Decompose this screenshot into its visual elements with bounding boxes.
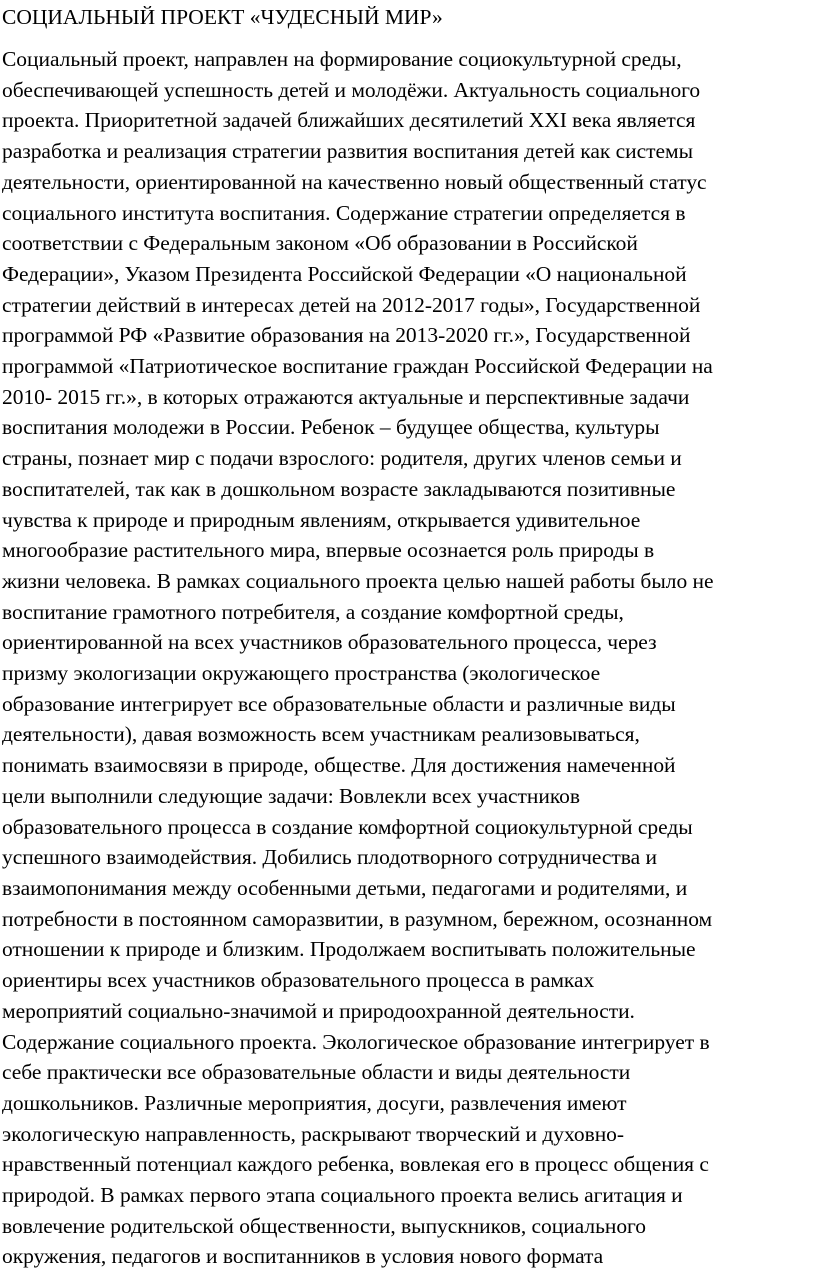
body-line: обеспечивающей успешность детей и молодёжи. Актуальность социального (2, 77, 701, 102)
body-line: призму экологизации окружающего пространства (экологическое (2, 661, 601, 686)
body-line: понимать взаимосвязи в природе, обществе. Для достижения намеченной (2, 753, 676, 778)
body-line: дошкольников. Различные мероприятия, досуги, развлечения имеют (2, 1090, 627, 1115)
body-line: природой. В рамках первого этапа социального проекта велись агитация и (2, 1183, 683, 1208)
body-line: страны, познает мир с подачи взрослого: родителя, других членов семьи и (2, 446, 682, 471)
body-line: себе практически все образовательные области и виды деятельности (2, 1060, 631, 1085)
body-line: цели выполнили следующие задачи: Вовлекли всех участников (2, 783, 580, 808)
body-line: 2010- 2015 гг.», в которых отражаются актуальные и перспективные задачи (2, 384, 690, 409)
body-line: Социальный проект, направлен на формирование социокультурной среды, (2, 47, 682, 71)
body-line: жизни человека. В рамках социального проекта целью нашей работы было не (2, 568, 714, 593)
body-line: окружения, педагогов и воспитанников в условия нового формата (2, 1244, 604, 1269)
body-line: ориентированной на всех участников образовательного процесса, через (2, 630, 657, 655)
body-line: стратегии действий в интересах детей на 2012-2017 годы», Государственной (2, 292, 701, 317)
body-line: воспитания молодежи в России. Ребенок – будущее общества, культуры (2, 415, 660, 440)
body-line: образовательного процесса в создание комфортной социокультурной среды (2, 814, 693, 839)
body-line: Федерации», Указом Президента Российской Федерации «О национальной (2, 261, 687, 286)
body-line: соответствии с Федеральным законом «Об образовании в Российской (2, 231, 638, 256)
body-line: социального института воспитания. Содержание стратегии определяется в (2, 200, 686, 225)
body-line: отношении к природе и близким. Продолжаем воспитывать положительные (2, 937, 696, 962)
body-line: чувства к природе и природным явлениям, открывается удивительное (2, 507, 641, 532)
body-line: вовлечение родительской общественности, выпускников, социального (2, 1213, 647, 1238)
document-body (2, 44, 816, 1272)
body-line: образование интегрирует все образовательные области и различные виды (2, 691, 676, 716)
body-line: ориентиры всех участников образовательного процесса в рамках (2, 968, 595, 993)
body-line: Содержание социального проекта. Экологическое образование интегрирует в (2, 1029, 710, 1054)
body-line: взаимопонимания между особенными детьми, педагогами и родителями, и (2, 875, 688, 900)
body-line: воспитателей, так как в дошкольном возрасте закладываются позитивные (2, 476, 676, 501)
body-line: воспитание грамотного потребителя, а создание комфортной среды, (2, 599, 624, 624)
body-line: нравственный потенциал каждого ребенка, вовлекая его в процесс общения с (2, 1152, 709, 1177)
body-line: многообразие растительного мира, впервые осознается роль природы в (2, 538, 655, 563)
body-line: мероприятий социально-значимой и природоохранной деятельности. (2, 998, 635, 1023)
body-line: экологическую направленность, раскрывают творческий и духовно- (2, 1121, 625, 1146)
body-line: программой РФ «Развитие образования на 2013-2020 гг.», Государственной (2, 323, 691, 348)
body-line: успешного взаимодействия. Добились плодотворного сотрудничества и (2, 845, 657, 870)
body-line: разработка и реализация стратегии развития воспитания детей как системы (2, 139, 694, 164)
body-line: деятельности), давая возможность всем участникам реализовываться, (2, 722, 640, 747)
body-line: деятельности, ориентированной на качественно новый общественный статус (2, 169, 707, 194)
document-title: СОЦИАЛЬНЫЙ ПРОЕКТ «ЧУДЕСНЫЙ МИР» (2, 5, 443, 29)
body-line: программой «Патриотическое воспитание граждан Российской Федерации на (2, 354, 713, 379)
body-line: потребности в постоянном саморазвитии, в разумном, бережном, осознанном (2, 906, 713, 931)
body-line: проекта. Приоритетной задачей ближайших десятилетий XXI века является (2, 108, 696, 133)
